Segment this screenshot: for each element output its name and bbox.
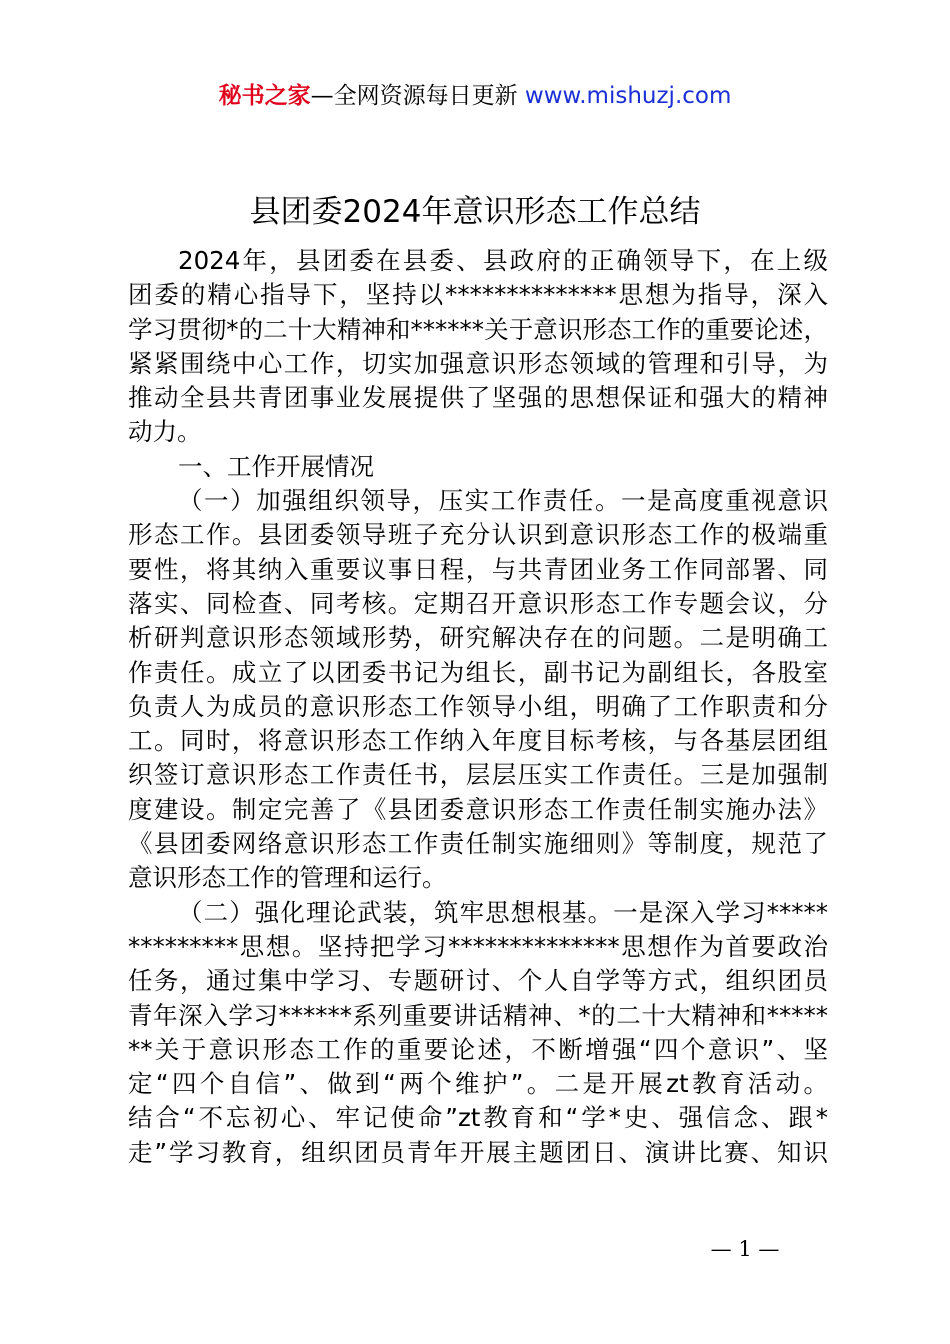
text-line: **关于意识形态工作的重要论述，不断增强“四个意识”、坚 xyxy=(128,1034,828,1064)
text-line: 形态工作。县团委领导班子充分认识到意识形态工作的极端重 xyxy=(128,520,828,550)
text-line: *********思想。坚持把学习**************思想作为首要政治 xyxy=(128,931,828,961)
document-title: 县团委2024年意识形态工作总结 xyxy=(249,194,701,230)
site-url-link[interactable]: www.mishuzj.com xyxy=(524,83,732,109)
text-line: 紧紧围绕中心工作，切实加强意识形态领域的管理和引导，为 xyxy=(128,348,828,378)
text-line: 工。同时，将意识形态工作纳入年度目标考核，与各基层团组 xyxy=(128,726,828,756)
text-line: 负责人为成员的意识形态工作领导小组，明确了工作职责和分 xyxy=(128,691,828,721)
text-line: 学习贯彻*的二十大精神和******关于意识形态工作的重要论述， xyxy=(128,314,828,344)
site-tagline: —全网资源每日更新 xyxy=(310,83,525,109)
site-banner xyxy=(0,80,950,112)
text-line: 作责任。成立了以团委书记为组长，副书记为副组长，各股室 xyxy=(128,657,828,687)
text-line: 织签订意识形态工作责任书，层层压实工作责任。三是加强制 xyxy=(128,760,828,790)
text-line: 任务，通过集中学习、专题研讨、个人自学等方式，组织团员 xyxy=(128,966,828,996)
document-body xyxy=(128,244,828,1170)
text-line: （一）加强组织领导，压实工作责任。一是高度重视意识 xyxy=(178,486,828,516)
page-number: — 1 — xyxy=(710,1237,780,1261)
text-line: 动力。 xyxy=(128,417,202,447)
text-line: 团委的精心指导下，坚持以**************思想为指导，深入 xyxy=(128,280,828,310)
text-line: 结合“不忘初心、牢记使命”zt教育和“学*史、强信念、跟* xyxy=(128,1103,828,1133)
text-line: 定“四个自信”、做到“两个维护”。二是开展zt教育活动。 xyxy=(128,1069,828,1099)
text-line: 落实、同检查、同考核。定期召开意识形态工作专题会议，分 xyxy=(128,588,828,618)
section-heading: 一、工作开展情况 xyxy=(178,451,374,481)
text-line: 《县团委网络意识形态工作责任制实施细则》等制度，规范了 xyxy=(128,829,828,859)
text-line: 2024年，县团委在县委、县政府的正确领导下，在上级 xyxy=(178,246,828,275)
text-line: 青年深入学习******系列重要讲话精神、*的二十大精神和***** xyxy=(128,1000,828,1030)
text-line: （二）强化理论武装，筑牢思想根基。一是深入学习***** xyxy=(178,897,828,927)
site-brand: 秘书之家 xyxy=(218,83,311,109)
text-line: 度建设。制定完善了《县团委意识形态工作责任制实施办法》 xyxy=(128,794,828,824)
text-line: 要性，将其纳入重要议事日程，与共青团业务工作同部署、同 xyxy=(128,554,828,584)
text-line: 走”学习教育，组织团员青年开展主题团日、演讲比赛、知识 xyxy=(128,1137,828,1167)
text-line: 意识形态工作的管理和运行。 xyxy=(128,863,447,893)
text-line: 推动全县共青团事业发展提供了坚强的思想保证和强大的精神 xyxy=(128,383,828,413)
text-line: 析研判意识形态领域形势，研究解决存在的问题。二是明确工 xyxy=(128,623,828,653)
